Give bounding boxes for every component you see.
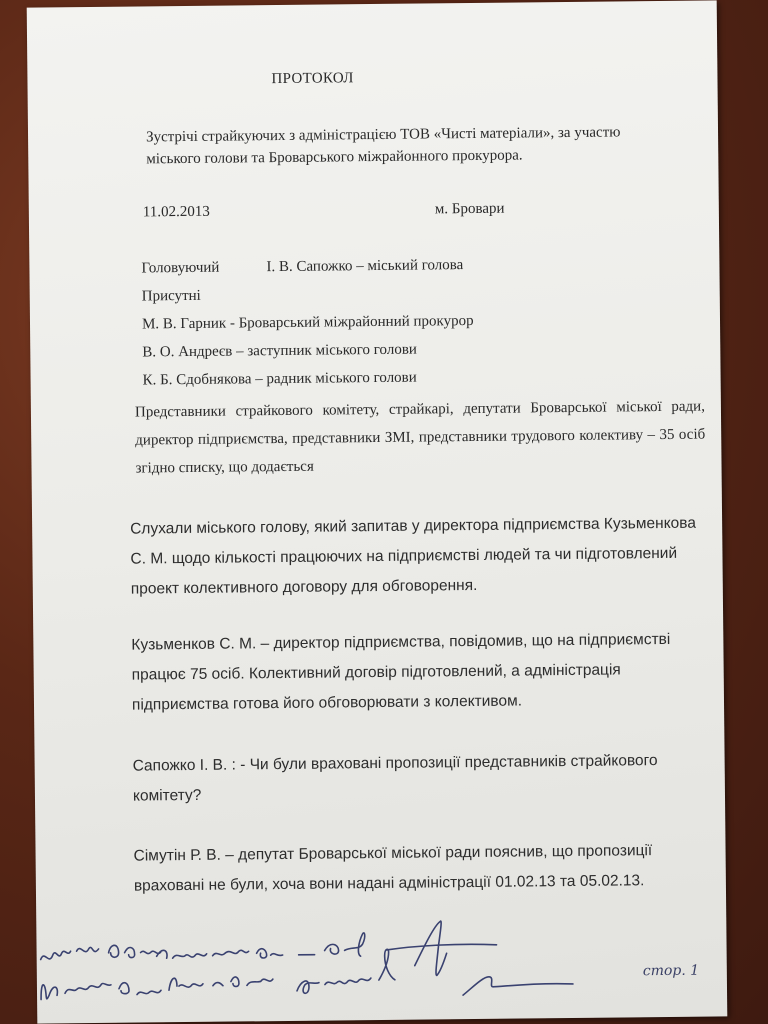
paragraph-mayor-question: Сапожко І. В. : - Чи були враховані пропозиції представників страйкового комітету? [132,752,658,805]
meeting-date: 11.02.2013 [142,203,210,221]
page-number-mark: стор. 1 [642,962,700,980]
subtitle-line-2: міського голови та Броварського міжрайонного прокурора. [146,147,523,168]
document-subtitle [142,121,702,171]
representatives-text: Представники страйкового комітету, страйкарі, депутати Броварської міської ради, директор підприємства, представники ЗМІ, представники трудового колективу – 35 осіб згідно списку, що додається [134,398,706,477]
document-title: ПРОТОКОЛ [271,70,354,88]
handwritten-signatures [36,900,727,1023]
present-label: Присутні [141,287,201,305]
paragraph-deputy-reply: Сімутін Р. В. – депутат Броварської міської ради пояснив, що пропозиції враховані не були, хоча вони надані адміністрації 01.02.13 та 05.02.13. [133,842,653,895]
paragraph-heard-mayor: Слухали міського голову, який запитав у директора підприємства Кузьменкова С. М. щодо кількості працюючих на підприємстві людей та чи підготовлений проект колективного договору для обговорення. [130,514,697,598]
attendee-item: М. В. Гарник - Броварський міжрайонний прокурор [141,312,474,333]
paragraph-director-reply: Кузьменков С. М. – директор підприємства, повідомив, що на підприємстві працює 75 осіб. Колективний договір підготовлений, а адміністрація підприємства готова його обговорювати з колективом. [131,630,671,714]
chair-label: Головуючий [141,259,220,277]
attendee-item: К. Б. Сдобнякова – радник міського голови [142,369,417,389]
attendee-item: В. О. Андреєв – заступник міського голови [142,341,418,361]
document-page [27,0,728,1023]
chair-value: І. В. Сапожко – міський голова [266,257,464,276]
subtitle-line-1: Зустрічі страйкуючих з адміністрацією ТОВ «Чисті матеріали», за участю [145,124,621,146]
meeting-place: м. Бровари [434,200,505,218]
